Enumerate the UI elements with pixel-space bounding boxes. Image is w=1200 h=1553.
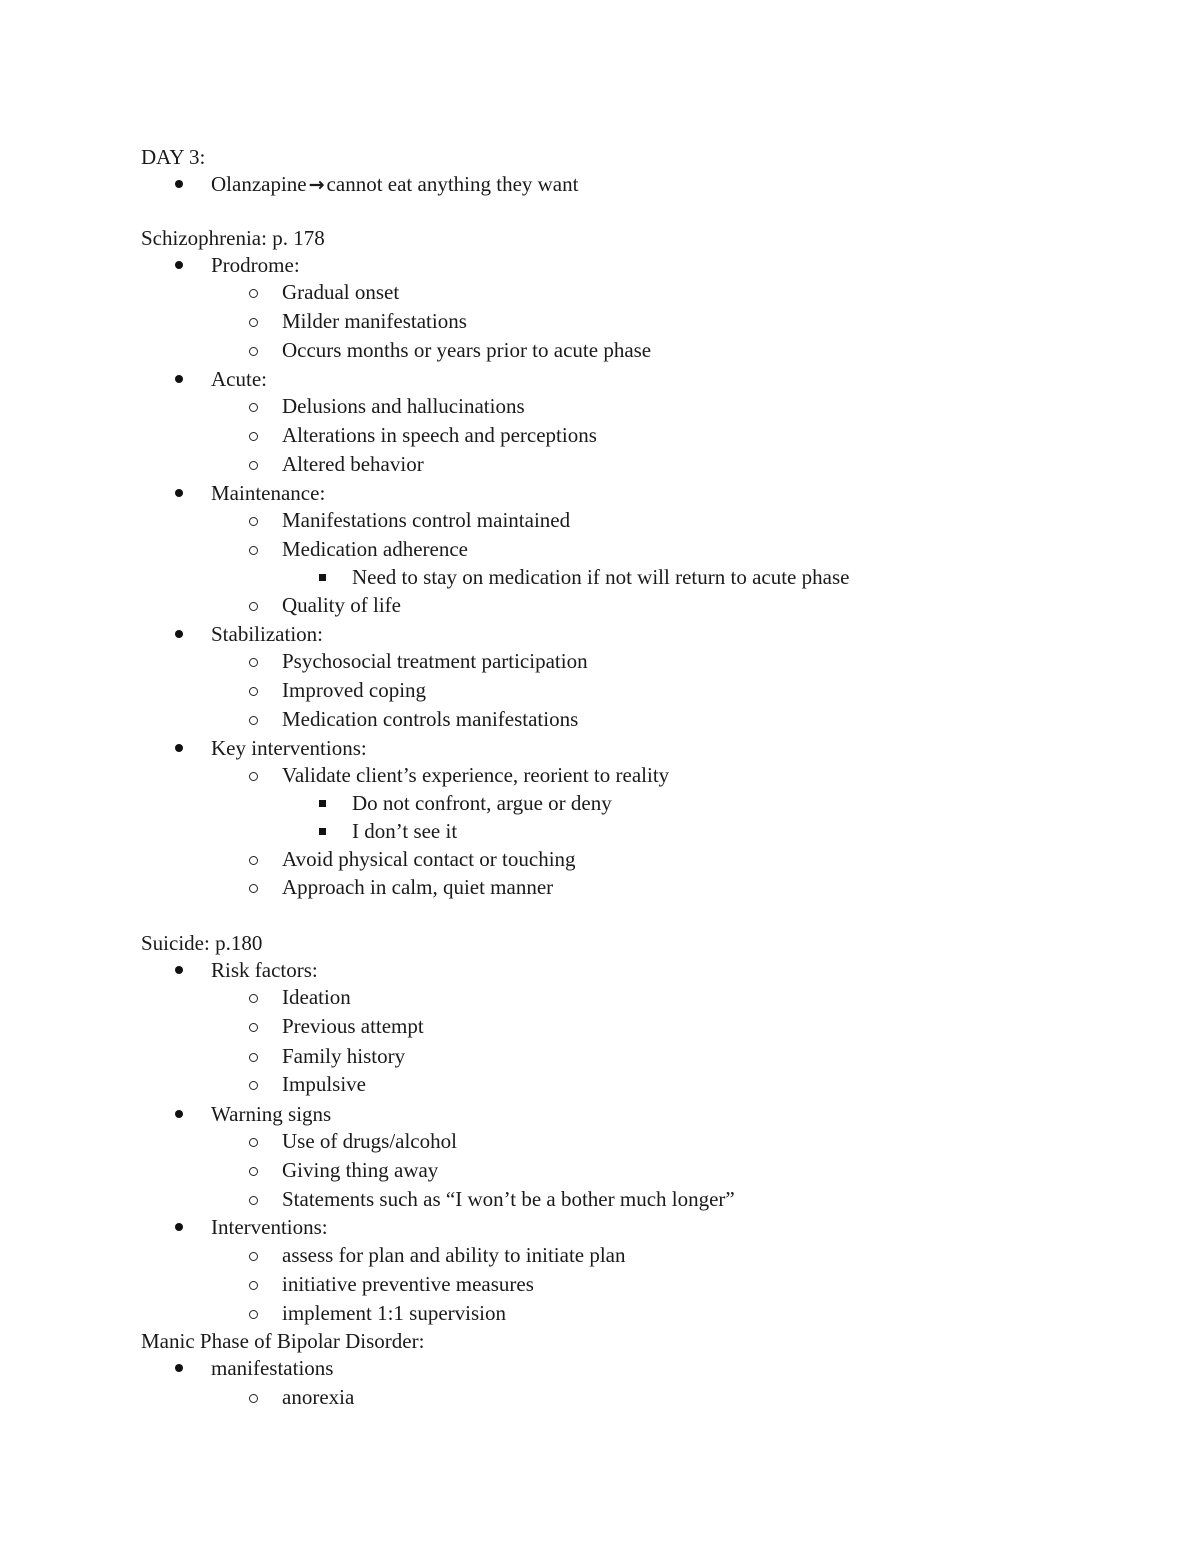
day-heading: DAY 3: [141,145,206,169]
circle-bullet-icon [249,1053,258,1062]
circle-bullet-icon [249,1252,258,1261]
sub-list-item [282,1016,424,1037]
sub-list-item-label: Family history [282,1044,406,1068]
circle-bullet-icon [249,602,258,611]
sub-list-item [282,709,578,730]
circle-bullet-icon [249,347,258,356]
circle-bullet-icon [249,1310,258,1319]
circle-bullet-icon [249,1394,258,1403]
circle-bullet-icon [249,1081,258,1090]
circle-bullet-icon [249,289,258,298]
sub-list-item [282,1387,354,1408]
sub-list-item-label: Use of drugs/alcohol [282,1129,457,1153]
circle-bullet-icon [249,716,258,725]
circle-bullet-icon [249,884,258,893]
sub-list-item [282,651,588,672]
bullet-icon [175,375,183,383]
suicide-heading: Suicide: p.180 [141,931,263,955]
circle-bullet-icon [249,318,258,327]
sub-list-item-label: implement 1:1 supervision [282,1301,506,1325]
circle-bullet-icon [249,772,258,781]
list-item [211,174,578,195]
circle-bullet-icon [249,687,258,696]
sub-list-item-label: Medication controls manifestations [282,707,579,731]
sub-list-item-label: Ideation [282,985,351,1009]
circle-bullet-icon [249,461,258,470]
bullet-icon [175,966,183,974]
sub-list-item [282,987,351,1008]
list-item-label: Key interventions: [211,736,367,760]
circle-bullet-icon [249,1167,258,1176]
list-item-label: manifestations [211,1356,334,1380]
sub-sub-list-item [352,567,849,588]
sub-list-item [282,680,426,701]
sub-list-item-label: Approach in calm, quiet manner [282,875,554,899]
sub-list-item [282,1160,438,1181]
sub-list-item-label: Validate client’s experience, reorient to reality [282,763,670,787]
sub-sub-list-item [352,821,457,842]
bullet-icon [175,630,183,638]
sub-list-item [282,282,399,303]
sub-list-item [282,340,651,361]
bullet-icon [175,744,183,752]
sub-list-item [282,396,525,417]
sub-sub-list-item-label: Need to stay on medication if not will return to acute phase [352,565,850,589]
circle-bullet-icon [249,1138,258,1147]
sub-sub-list-item-label: I don’t see it [352,819,458,843]
circle-bullet-icon [249,403,258,412]
sub-sub-list-item [352,793,612,814]
sub-list-item-label: Giving thing away [282,1158,439,1182]
square-bullet-icon [319,574,326,581]
sub-list-item [282,539,468,560]
sub-list-item-label: Previous attempt [282,1014,424,1038]
sub-list-item [282,425,597,446]
circle-bullet-icon [249,1023,258,1032]
sub-list-item-label: Gradual onset [282,280,400,304]
sub-list-item-label: Manifestations control maintained [282,508,571,532]
circle-bullet-icon [249,517,258,526]
sub-list-item-label: Improved coping [282,678,427,702]
list-item [211,960,318,981]
circle-bullet-icon [249,994,258,1003]
list-item-label: Prodrome: [211,253,300,277]
sub-list-item [282,510,570,531]
sub-list-item [282,1131,457,1152]
sub-list-item [282,1245,626,1266]
sub-list-item [282,595,401,616]
circle-bullet-icon [249,658,258,667]
circle-bullet-icon [249,546,258,555]
list-item [211,1217,328,1238]
list-item-label: Risk factors: [211,958,318,982]
sub-list-item [282,849,576,870]
sub-list-item [282,1303,506,1324]
manic-heading: Manic Phase of Bipolar Disorder: [141,1329,425,1353]
list-item [211,1358,333,1379]
sub-list-item-label: Psychosocial treatment participation [282,649,588,673]
schizophrenia-heading: Schizophrenia: p. 178 [141,226,325,250]
list-item [211,624,323,645]
sub-list-item-label: Delusions and hallucinations [282,394,525,418]
bullet-icon [175,1364,183,1372]
bullet-icon [175,1110,183,1118]
list-item [211,1104,331,1125]
sub-list-item-label: initiative preventive measures [282,1272,534,1296]
sub-list-item-label: Avoid physical contact or touching [282,847,576,871]
drug-note: cannot eat anything they want [326,172,579,196]
sub-list-item [282,1274,534,1295]
sub-list-item-label: Statements such as “I won’t be a bother much longer” [282,1187,735,1211]
circle-bullet-icon [249,1281,258,1290]
sub-list-item [282,1046,405,1067]
sub-list-item-label: Milder manifestations [282,309,467,333]
list-item [211,255,300,276]
sub-list-item [282,1189,735,1210]
sub-list-item [282,454,424,475]
list-item [211,369,267,390]
sub-list-item [282,311,467,332]
drug-name: Olanzapine [211,172,307,196]
sub-list-item [282,765,669,786]
list-item [211,738,367,759]
square-bullet-icon [319,800,326,807]
list-item-label: Maintenance: [211,481,326,505]
sub-sub-list-item-label: Do not confront, argue or deny [352,791,612,815]
circle-bullet-icon [249,1196,258,1205]
sub-list-item-label: assess for plan and ability to initiate plan [282,1243,626,1267]
right-arrow-icon: → [308,174,325,196]
sub-list-item-label: Quality of life [282,593,401,617]
bullet-icon [175,1223,183,1231]
sub-list-item [282,877,553,898]
sub-list-item-label: Altered behavior [282,452,424,476]
sub-list-item-label: Impulsive [282,1072,366,1096]
bullet-icon [175,489,183,497]
sub-list-item-label: Medication adherence [282,537,468,561]
list-item-label: Interventions: [211,1215,328,1239]
square-bullet-icon [319,828,326,835]
sub-list-item [282,1074,366,1095]
bullet-icon [175,261,183,269]
sub-list-item-label: Alterations in speech and perceptions [282,423,597,447]
circle-bullet-icon [249,856,258,865]
list-item-label: Stabilization: [211,622,323,646]
list-item-label: Warning signs [211,1102,332,1126]
circle-bullet-icon [249,432,258,441]
sub-list-item-label: anorexia [282,1385,355,1409]
sub-list-item-label: Occurs months or years prior to acute phase [282,338,652,362]
list-item-label: Acute: [211,367,267,391]
bullet-icon [175,180,183,188]
list-item [211,483,325,504]
